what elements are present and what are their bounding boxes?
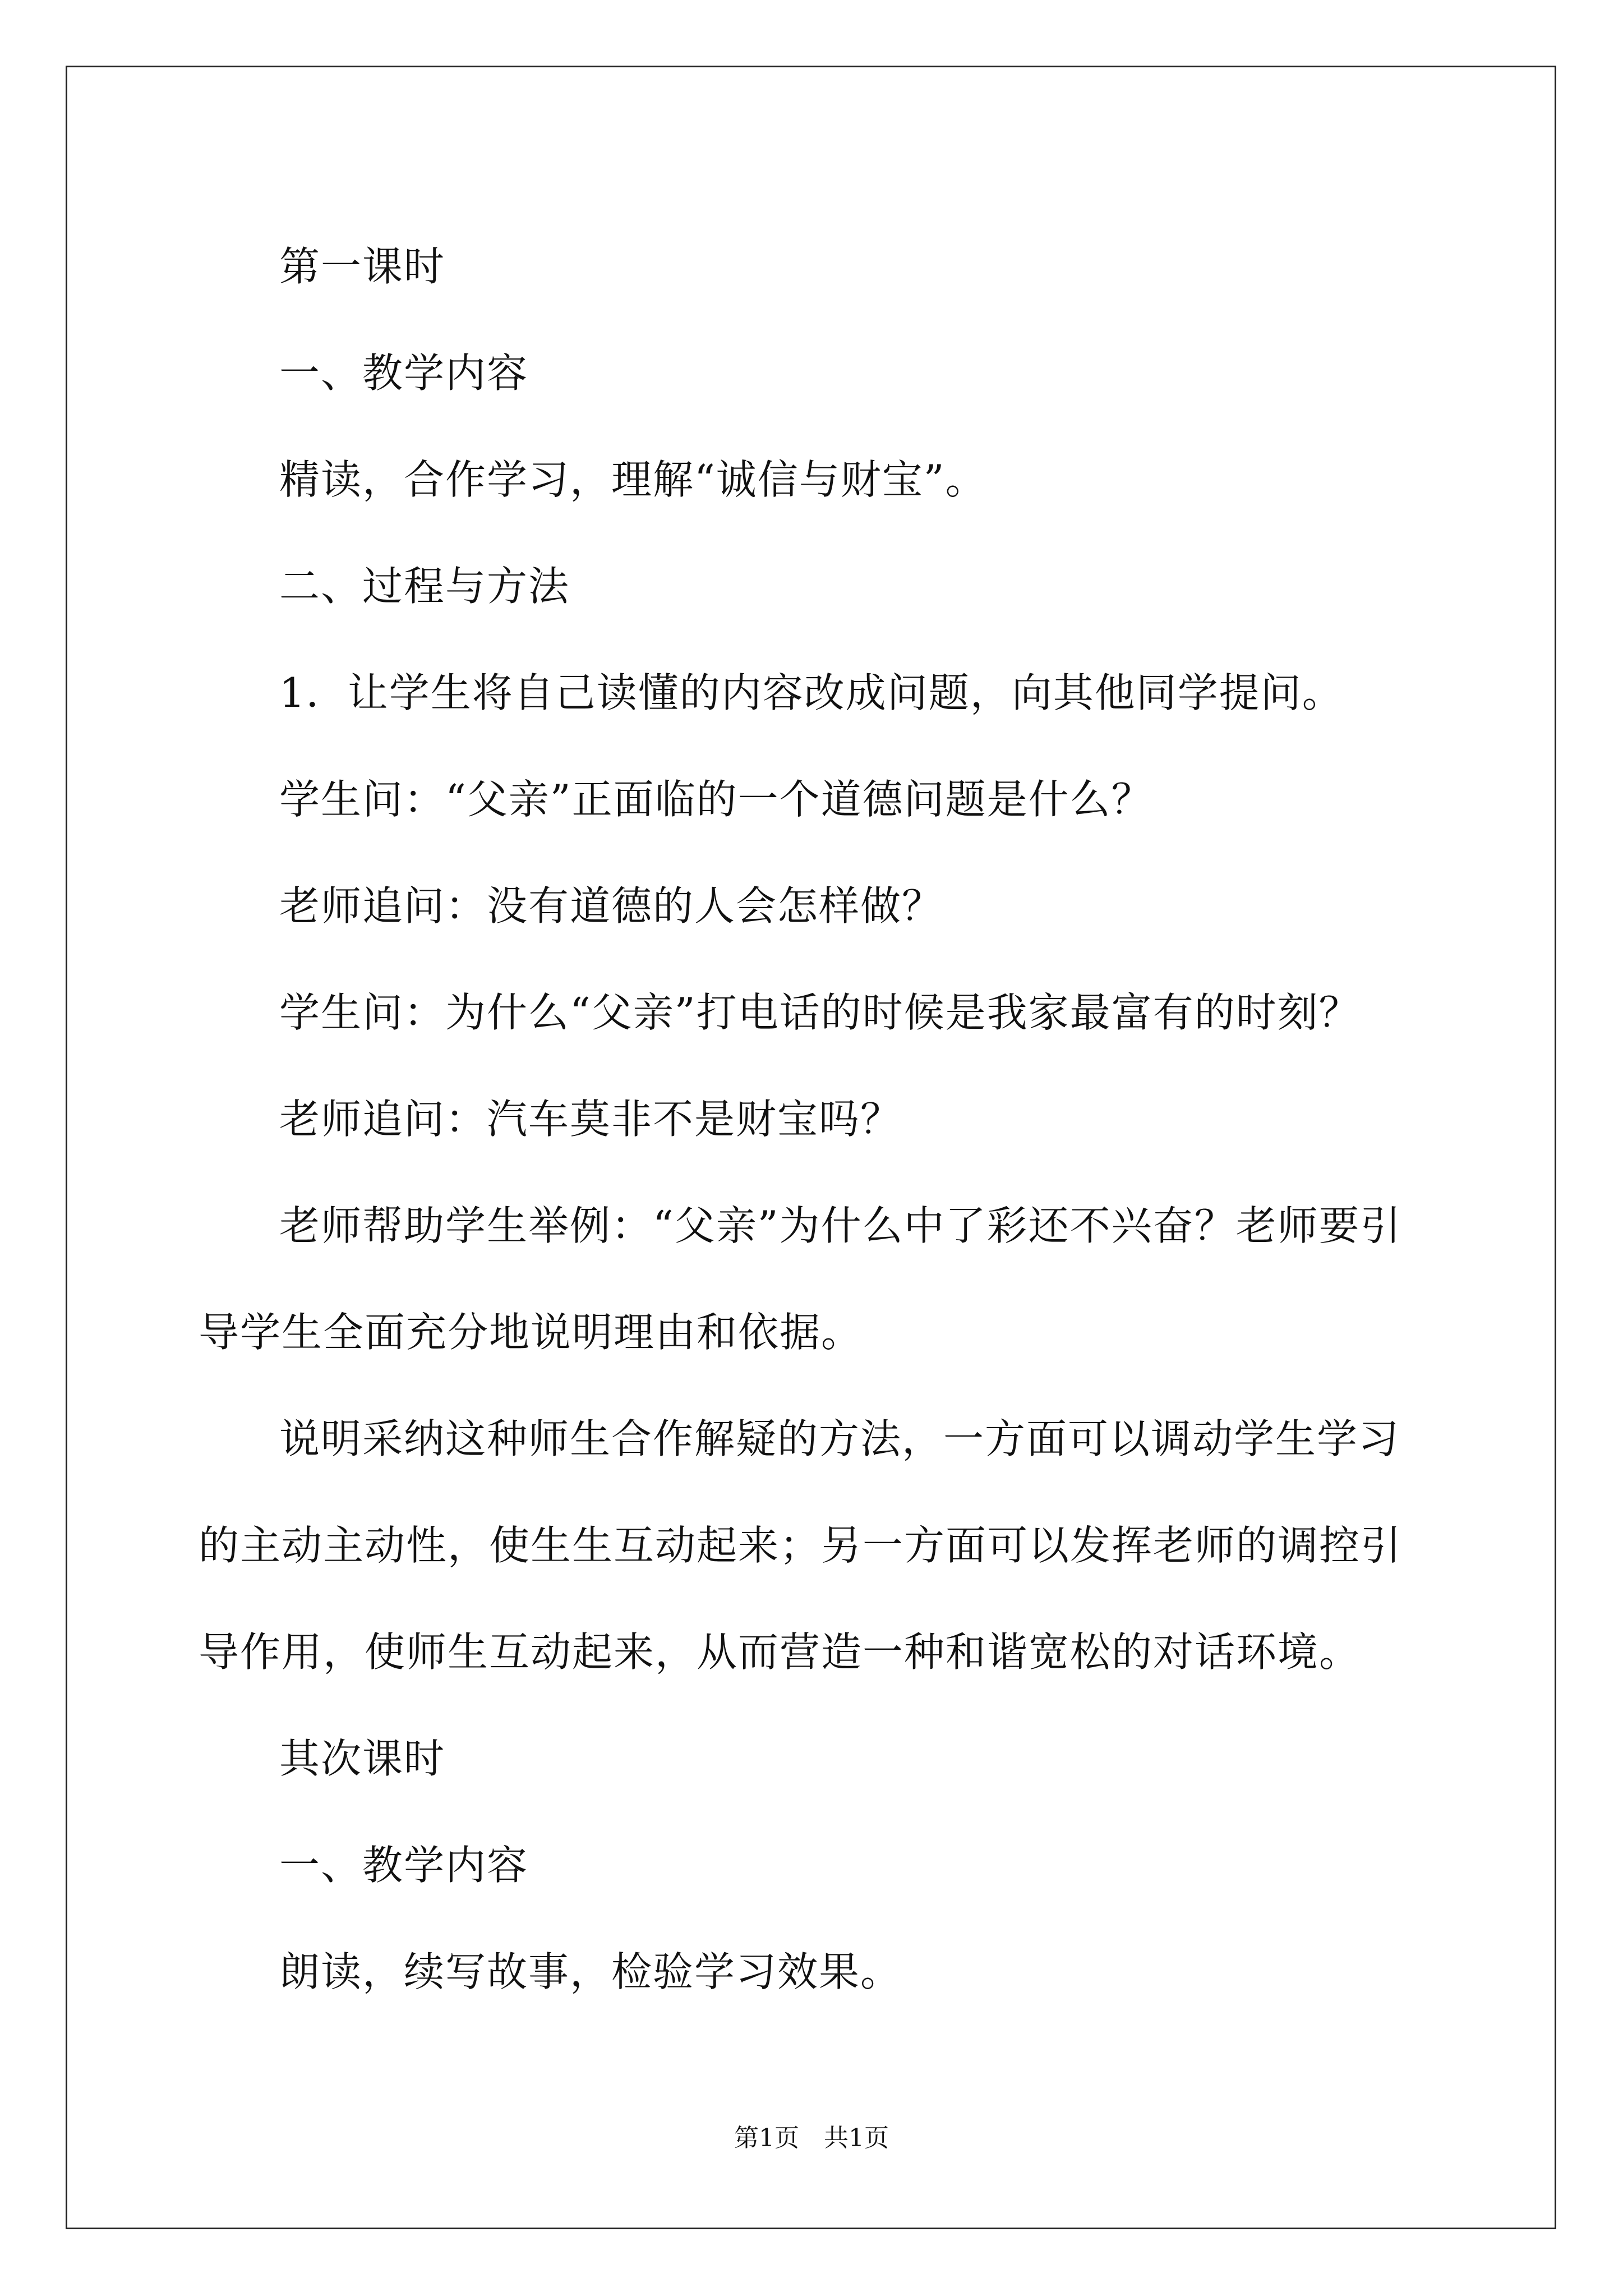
paragraph: 1．让学生将自己读懂的内容改成问题，向其他同学提问。 bbox=[279, 669, 1344, 716]
paragraph: 学生问：为什么“父亲”打电话的时候是我家最富有的时刻？ bbox=[279, 989, 1361, 1036]
paragraph: 说明采纳这种师生合作解疑的方法，一方面可以调动学生学习的主动主动性，使生生互动起来；另一方面可以发挥老师的调控引导作用，使师生互动起来，从而营造一种和谐宽松的对话环境。 bbox=[199, 1415, 1403, 1676]
document-body bbox=[199, 213, 1427, 2025]
paragraph: 老师追问：没有道德的人会怎样做？ bbox=[279, 882, 944, 930]
heading-lesson-2: 其次课时 bbox=[279, 1735, 446, 1782]
paragraph: 老师帮助学生举例：“父亲”为什么中了彩还不兴奋？老师要引导学生全面充分地说明理由和依据。 bbox=[199, 1202, 1402, 1356]
heading-teaching-content: 一、教学内容 bbox=[279, 1842, 529, 1889]
page-number: 第1页 bbox=[734, 2124, 799, 2152]
heading-teaching-content: 一、教学内容 bbox=[279, 349, 529, 397]
page-total: 共1页 bbox=[824, 2124, 889, 2152]
heading-lesson-1: 第一课时 bbox=[279, 243, 446, 290]
paragraph: 老师追问：汽车莫非不是财宝吗？ bbox=[279, 1096, 902, 1143]
paragraph: 朗读，续写故事，检验学习效果。 bbox=[279, 1948, 902, 1995]
heading-process-method: 二、过程与方法 bbox=[279, 563, 570, 610]
paragraph: 精读，合作学习，理解“诚信与财宝”。 bbox=[279, 456, 987, 503]
page-footer bbox=[0, 2122, 1623, 2155]
paragraph: 学生问：“父亲”正面临的一个道德问题是什么？ bbox=[279, 776, 1153, 823]
